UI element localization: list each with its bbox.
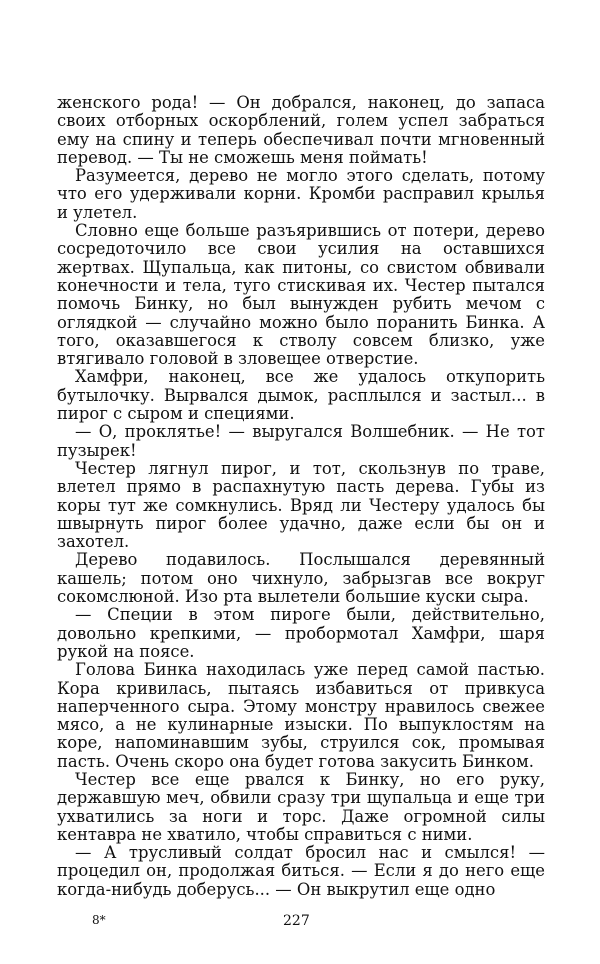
paragraph-9: Голова Бинка находилась уже перед самой пастью. Кора кривилась, пытаясь избавиться от привкуса наперченного сыра. Этому монстру нравилось свежее мясо, а не кулинарные изыски. По выпуклостям на коре, напоминавшим зубы, струился сок, промывая пасть. Очень скоро она будет готова закусить Бинком.: [57, 660, 545, 771]
paragraph-10: Честер все еще рвался к Бинку, но его руку, державшую меч, обвили сразу три щупальца и еще три ухватились за ноги и торс. Даже огромной силы кентавра не хватило, чтобы справиться с ними.: [57, 769, 545, 844]
paragraph-1: женского рода! — Он добрался, наконец, до запаса своих отборных оскорблений, голем успел забраться ему на спину и теперь обеспечивал почти мгновенный перевод. — Ты не сможешь меня поймать!: [57, 93, 545, 167]
paragraph-5: — О, проклятье! — выругался Волшебник. — Не тот пузырек!: [57, 422, 545, 460]
paragraph-2: Разумеется, дерево не могло этого сделать, потому что его удерживали корни. Кромби расправил крылья и улетел.: [57, 166, 545, 222]
printer-signature-mark: 8*: [92, 913, 106, 927]
paragraph-3: Словно еще больше разъярившись от потери, дерево сосредоточило все свои усилия на оставшихся жертвах. Щупальца, как питоны, со свистом обвивали конечности и тела, туго стискивая их. Честер пытался помочь Бинку, но был вынужден рубить мечом с оглядкой — случайно можно было поранить Бинка. А того, оказавшегося к стволу совсем близко, уже втягивало головой в зловещее отверстие.: [57, 221, 545, 369]
paragraph-8: — Специи в этом пироге были, действительно, довольно крепкими, — пробормотал Хамфри, шаря рукой на поясе.: [57, 605, 545, 661]
paragraph-6: Честер лягнул пирог, и тот, скользнув по траве, влетел прямо в распахнутую пасть дерева. Губы из коры тут же сомкнулись. Вряд ли Честеру удалось бы швырнуть пирог более удачно, даже если бы он и захотел.: [57, 458, 545, 552]
page-footer: [0, 913, 600, 933]
paragraph-4: Хамфри, наконец, все же удалось откупорить бутылочку. Вырвался дымок, расплылся и застыл... в пирог с сыром и специями.: [57, 367, 545, 424]
book-page-body: [57, 94, 545, 899]
paragraph-11: — А трусливый солдат бросил нас и смылся! — процедил он, продолжая биться. — Если я до него еще когда-нибудь доберусь... — Он выкрутил еще одно: [57, 843, 545, 899]
paragraph-7: Дерево подавилось. Послышался деревянный кашель; потом оно чихнуло, забрызгав все вокруг сокомслюной. Изо рта вылетели большие куски сыра.: [57, 550, 545, 607]
page-number: 227: [283, 913, 310, 929]
